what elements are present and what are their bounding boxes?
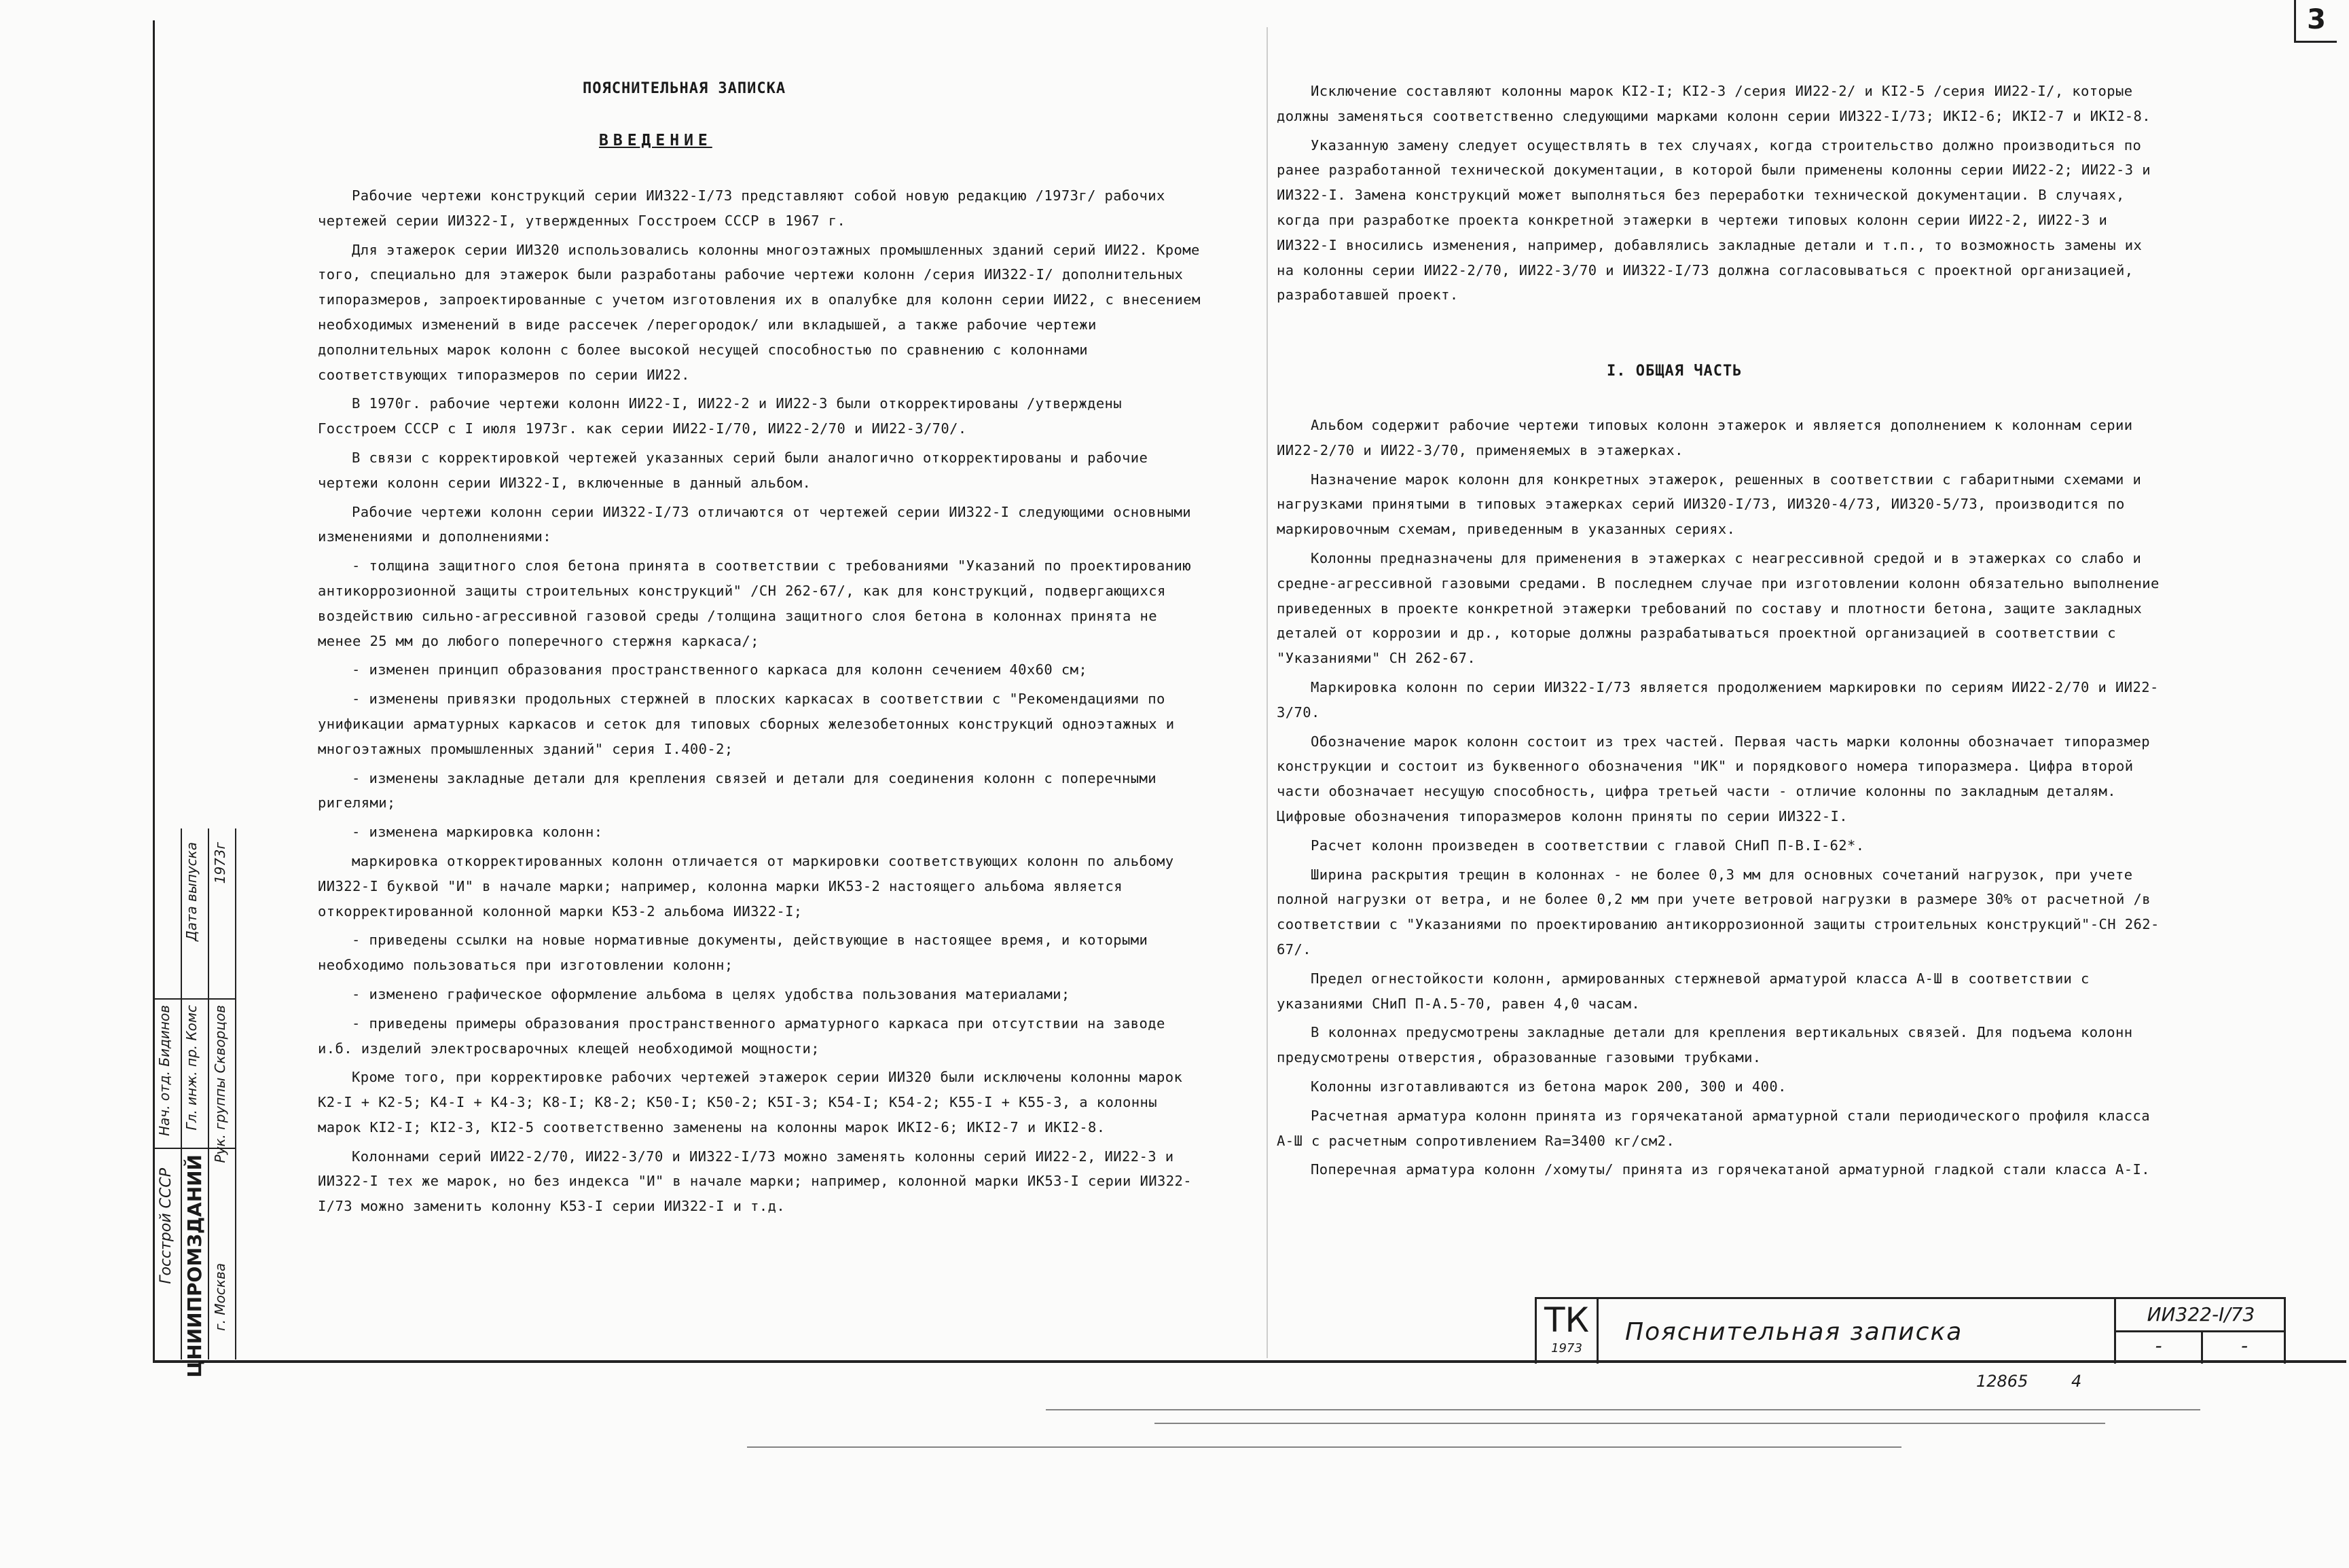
stamp-city: г. Москва [212, 1263, 228, 1331]
scan-artifact-line [1154, 1423, 2105, 1424]
paragraph: Ширина раскрытия трещин в колоннах - не более 0,3 мм для основных сочетаний нагрузок, при учете полной нагрузки от ветра, и не более 0,2 мм при учете ветровой нагрузки в размере 30% от расчетной /в соответствии с "Указаниями по проектированию антикоррозионной защиты строительных конструкций"-СН 262-67/. [1277, 866, 2160, 958]
paragraph: Поперечная арматура колонн /хомуты/ принята из горячекатаной арматурной гладкой стали класса А-I. [1311, 1161, 2150, 1178]
paragraph: Рабочие чертежи конструкций серии ИИ322-I/73 представляют собой новую редакцию /1973г/ рабочих чертежей серии ИИ322-I, утвержденных Госстроем СССР в 1967 г. [318, 187, 1165, 229]
logo-text: ТК [1544, 1300, 1590, 1340]
paragraph: - толщина защитного слоя бетона принята в соответствии с требованиями "Указаний по проектированию антикоррозионной защиты строительных конструкций" /СН 262-67/, как для конструкций, подвергающихся воздействию сильно-агрессивной газовой среды /толщина защитного слоя бетона в колоннах принята не менее 25 мм до любого поперечного стержня каркаса/; [318, 558, 1191, 649]
sheet-number: 4 [2071, 1372, 2082, 1391]
paragraph: Колонны предназначены для применения в этажерках с неагрессивной средой и в этажерках со слабо и средне-агрессивной газовыми средами. В последнем случае при изготовлении колонн обязательно выполнение приведенных в проекте конкретной этажерки требований по составу и плотности бетона, защите закладных деталей от коррозии и др., которые должны разрабатываться проектной организацией в соответствии с "Указаниями" СН 262-67. [1277, 549, 2160, 667]
paragraph: Альбом содержит рабочие чертежи типовых колонн этажерок и является дополнением к колоннам серии ИИ22-2/70 и ИИ22-3/70, применяемых в этажерках. [1277, 417, 2133, 458]
paragraph: Обозначение марок колонн состоит из трех частей. Первая часть марки колонны обозначает типоразмер конструкции и состоит из буквенного обозначения "ИК" и порядкового номера типоразмера. Цифра второй части обозначает несущую способность, цифра третьей части - отличие колонны по закладным деталям. Цифровые обозначения типоразмеров колонн приняты по серии ИИ322-I. [1277, 733, 2150, 824]
fold-line [1267, 27, 1268, 1358]
sub-cell-right: - [2240, 1334, 2248, 1357]
paragraph: - приведены примеры образования пространственного арматурного каркаса при отсутствии на заводе и.б. изделий электросварочных клещей необходимой мощности; [318, 1015, 1165, 1057]
paragraph: Колоннами серий ИИ22-2/70, ИИ22-3/70 и ИИ322-I/73 можно заменять колонны серий ИИ22-2, ИИ22-3 и ИИ322-I тех же марок, но без индекса "И" в начале марки; например, колонной марки ИК53-I серии ИИ322-I/73 можно заменить колонну К53-I серии ИИ322-I и т.д. [318, 1148, 1192, 1215]
paragraph: Назначение марок колонн для конкретных этажерок, решенных в соответствии с габаритными схемами и нагрузками принятыми в типовых этажерках серий ИИ320-I/73, ИИ320-4/73, ИИ320-5/73, производится по маркировочным схемам, приведенным в указанных сериях. [1277, 471, 2142, 538]
page-number: 3 [2294, 0, 2337, 43]
archive-number: 12865 [1976, 1372, 2028, 1391]
stamp-date-value: 1973г [212, 842, 228, 884]
paragraph: - приведены ссылки на новые нормативные документы, действующие в настоящее время, и которыми необходимо пользоваться при изготовлении колонн; [318, 932, 1148, 974]
paragraph: Кроме того, при корректировке рабочих чертежей этажерок серии ИИ320 были исключены колонны марок К2-I + К2-5; К4-I + К4-3; К8-I; К8-2; К50-I; К50-2; К5I-3; К54-I; К54-2; К55-I + К55-3, а колонны марок КI2-I; КI2-3, КI2-5 соответственно заменены на колонны марок ИКI2-6; ИКI2-7 и ИКI2-8. [318, 1069, 1183, 1135]
paragraph: - изменено графическое оформление альбома в целях удобства пользования материалами; [352, 985, 1070, 1002]
paragraph: Предел огнестойкости колонн, армированных стержневой арматурой класса А-Ш в соответствии с указаниями СНиП П-А.5-70, равен 4,0 часам. [1277, 970, 2090, 1012]
paragraph: В 1970г. рабочие чертежи колонн ИИ22-I, ИИ22-2 и ИИ22-3 были откорректированы /утверждены Госстроем СССР с I июля 1973г. как серии ИИ22-I/70, ИИ22-2/70 и ИИ22-3/70/. [318, 395, 1123, 437]
stamp-row2: Гл. инж. пр. Комс [183, 1005, 200, 1131]
paragraph: В колоннах предусмотрены закладные детали для крепления вертикальных связей. Для подъема колонн предусмотрены отверстия, образованные газовыми трубками. [1277, 1024, 2133, 1066]
paragraph: - изменены закладные детали для крепления связей и детали для соединения колонн с поперечными ригелями; [318, 769, 1157, 812]
stamp-row1: Нач. отд. Бидинов [156, 1005, 172, 1136]
series-cell [2114, 1299, 2286, 1364]
paragraph: маркировка откорректированных колонн отличается от маркировки соответствующих колонн по альбому ИИ322-I буквой "И" в начале марки; например, колонна марки ИК53-2 настоящего альбома является откорректированной колонной марки К53-2 альбома ИИ322-I; [318, 852, 1174, 919]
paragraph: Маркировка колонн по серии ИИ322-I/73 является продолжением маркировки по сериям ИИ22-2/70 и ИИ22-3/70. [1277, 678, 2159, 721]
stamp-org-line1: Госстрой СССР [158, 1168, 175, 1284]
scan-artifact-line [747, 1446, 1901, 1448]
paragraph: Указанную замену следует осуществлять в тех случаях, когда строительство должно производиться по ранее разработанной технической документации, в которой были применены колонны серии ИИ22-2; ИИ22-3 и ИИ322-I. Замена конструкций может выполняться без переработки технической документации. В случаях, когда при разработке проекта конкретной этажерки в чертежи типовых колонн серии ИИ22-2, ИИ22-3 и ИИ322-I вносились изменения, например, добавлялись закладные детали и т.п., то возможность замены их на колонны серии ИИ22-2/70, ИИ22-3/70 и ИИ322-I/73 должна согласовываться с проектной организацией, разработавшей проект. [1277, 136, 2151, 304]
sheet-name: Пояснительная записка [1625, 1318, 1963, 1346]
stamp-row3: Рук. группы Скворцов [212, 1005, 228, 1163]
paragraph: - изменены привязки продольных стержней в плоских каркасах в соответствии с "Рекомендациями по унификации арматурных каркасов и сеток для типовых сборных железобетонных конструкций одноэтажных и многоэтажных промышленных зданий" серия I.400-2; [318, 691, 1175, 757]
paragraph: Рабочие чертежи колонн серии ИИ322-I/73 отличаются от чертежей серии ИИ322-I следующими основными изменениями и дополнениями: [318, 503, 1191, 545]
series-code: ИИ322-I/73 [2116, 1299, 2286, 1332]
exceptions-text [1277, 79, 2160, 312]
organization-stamp [153, 828, 236, 1378]
logo-year: 1973 [1551, 1341, 1582, 1355]
introduction-text [318, 183, 1201, 1223]
title-block-logo [1537, 1299, 1599, 1364]
stamp-org-line2: ЦНИИПРОМЗДАНИЙ [183, 1154, 206, 1378]
paragraph: Исключение составляют колонны марок КI2-I; КI2-3 /серия ИИ22-2/ и КI2-5 /серия ИИ22-I/, которые должны заменяться соответственно следующими марками колонн серии ИИ322-I/73; ИКI2-6; ИКI2-7 и ИКI2-8. [1277, 83, 2151, 124]
paragraph: Расчет колонн произведен в соответствии с главой СНиП П-В.I-62*. [1311, 837, 1865, 854]
general-section-text [1277, 413, 2160, 1186]
sub-cell-left: - [2116, 1332, 2203, 1364]
stamp-date-label: Дата выпуска [183, 842, 200, 941]
paragraph: - изменен принцип образования пространственного каркаса для колонн сечением 40х60 см; [352, 661, 1088, 678]
paragraph: Для этажерок серии ИИ320 использовались колонны многоэтажных промышленных зданий серий ИИ22. Кроме того, специально для этажерок были разработаны рабочие чертежи колонн /серия ИИ322-I/ дополнительных типоразмеров, запроектированные с учетом изготовления их в опалубке для колонн серии ИИ22, с внесением необходимых изменений в виде рассечек /перегородок/ или вкладышей, а также рабочие чертежи дополнительных марок колонн с более высокой несущей способностью по сравнению с колоннами соответствующих типоразмеров по серии ИИ22. [318, 241, 1201, 383]
introduction-heading: ВВЕДЕНИЕ [599, 132, 712, 149]
scan-artifact-line [1046, 1409, 2200, 1410]
document-title: ПОЯСНИТЕЛЬНАЯ ЗАПИСКА [583, 80, 786, 97]
general-section-title: I. ОБЩАЯ ЧАСТЬ [1607, 363, 1743, 380]
title-block [1535, 1297, 2286, 1364]
paragraph: - изменена маркировка колонн: [352, 824, 603, 841]
paragraph: Расчетная арматура колонн принята из горячекатаной арматурной стали периодического профиля класса А-Ш с расчетным сопротивлением Rа=3400 кг/см2. [1277, 1107, 2150, 1149]
paragraph: Колонны изготавливаются из бетона марок 200, 300 и 400. [1311, 1078, 1787, 1095]
paragraph: В связи с корректировкой чертежей указанных серий были аналогично откорректированы и рабочие чертежи колонн серии ИИ322-I, включенные в данный альбом. [318, 449, 1148, 491]
